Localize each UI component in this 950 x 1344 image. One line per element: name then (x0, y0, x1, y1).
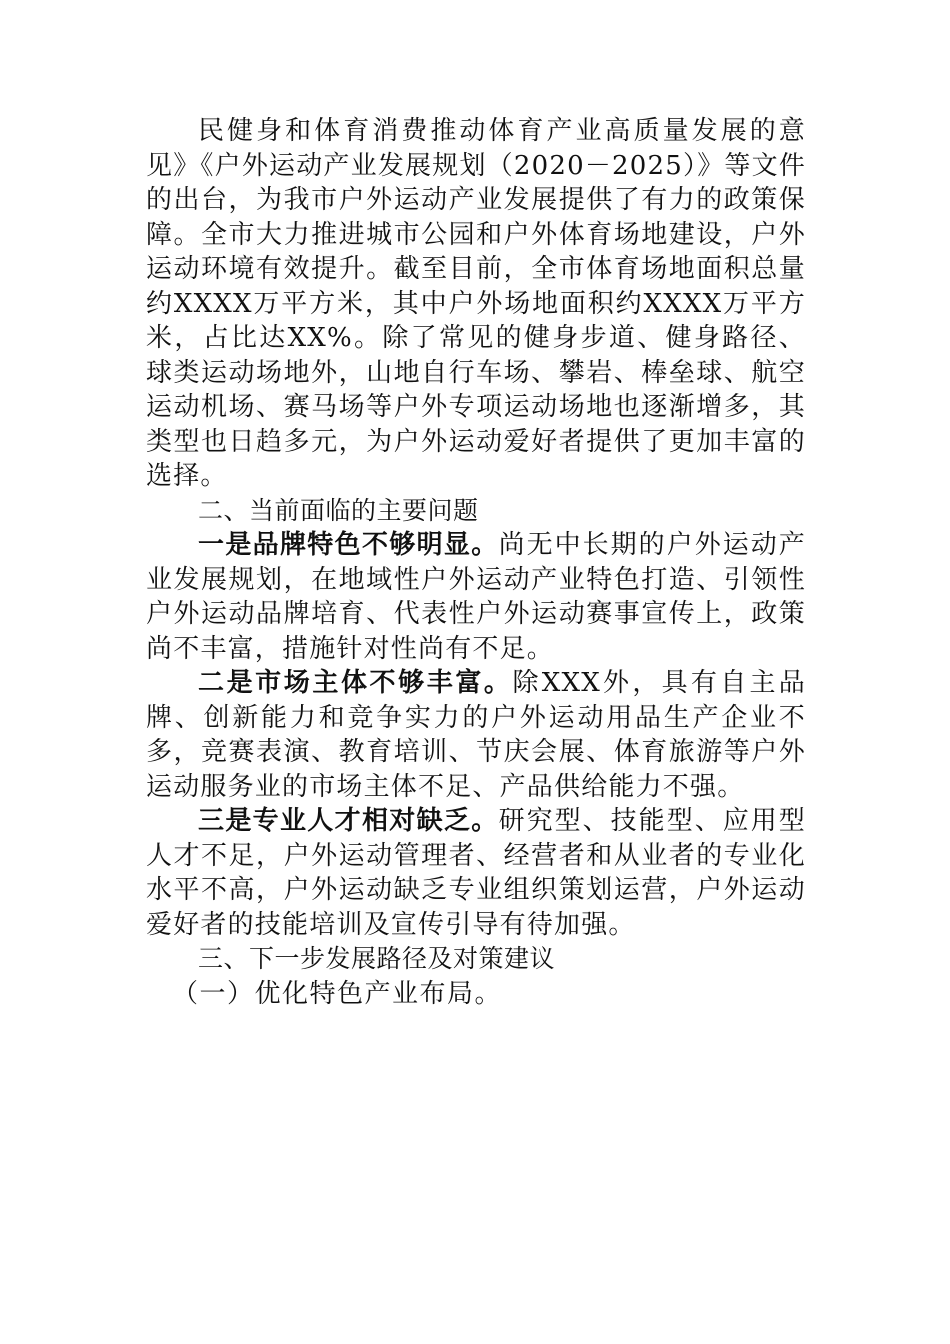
problem-body-brand: 尚无中长期的户外运动产业发展规划，在地域性户外运动产业特色打造、引领性户外运动品牌培育、代表性户外运动赛事宣传上，政策尚不丰富，措施针对性尚有不足。 (146, 530, 806, 664)
document-page (146, 114, 806, 1011)
section-two-heading: 二、当前面临的主要问题 (198, 495, 479, 525)
section-three-heading: 三、下一步发展路径及对策建议 (198, 944, 556, 973)
problem-body-talent: 研究型、技能型、应用型人才不足，户外运动管理者、经营者和从业者的专业化水平不高，户外运动缺乏专业组织策划运营，户外运动爱好者的技能培训及宣传引导有待加强。 (146, 806, 806, 940)
problem-body-market: 除XXX外，具有自主品牌、创新能力和竞争实力的户外运动用品生产企业不多，竞赛表演、教育培训、节庆会展、体育旅游等户外运动服务业的市场主体不足、产品供给能力不强。 (146, 668, 806, 802)
intro-paragraph: 民健身和体育消费推动体育产业高质量发展的意见》《户外运动产业发展规划（2020－2025）》等文件的出台，为我市户外运动产业发展提供了有力的政策保障。全市大力推进城市公园和户外体育场地建设，户外运动环境有效提升。截至目前，全市体育场地面积总量约XXXX万平方米，其中户外场地面积约XXXX万平方米，占比达XX%。除了常见的健身步道、健身路径、球类运动场地外，山地自行车场、攀岩、棒垒球、航空运动机场、赛马场等户外专项运动场地也逐渐增多，其类型也日趋多元，为户外运动爱好者提供了更加丰富的选择。 (146, 116, 806, 491)
problem-paragraph-brand (146, 528, 806, 666)
problem-lead-market: 二是市场主体不够丰富。 (198, 668, 513, 698)
problem-lead-brand: 一是品牌特色不够明显。 (198, 530, 499, 560)
problem-paragraph-market (146, 666, 806, 804)
problem-lead-talent: 三是专业人才相对缺乏。 (198, 806, 499, 836)
subsection-one-heading: （一）优化特色产业布局。 (172, 978, 503, 1009)
problem-paragraph-talent (146, 804, 806, 942)
